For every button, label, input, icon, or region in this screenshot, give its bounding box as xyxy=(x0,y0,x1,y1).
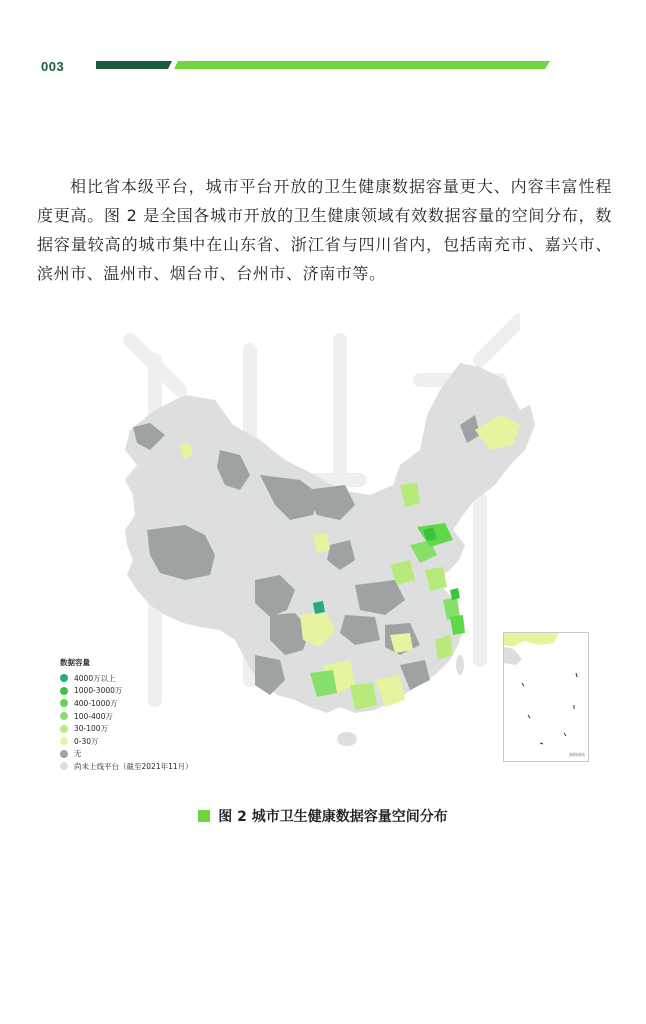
legend-label: 0-30万 xyxy=(74,736,99,746)
figure-caption-text: 图 2 城市卫生健康数据容量空间分布 xyxy=(218,809,448,825)
south-china-sea-inset xyxy=(503,632,589,762)
legend-title: 数据容量 xyxy=(60,658,90,667)
map-legend xyxy=(60,657,193,773)
region-4000-plus-nanchong xyxy=(313,601,325,614)
legend-swatch-icon xyxy=(60,750,68,758)
figure-caption xyxy=(0,806,646,826)
inset-label: 南海诸岛 xyxy=(569,752,585,757)
header-light-bar xyxy=(174,61,550,69)
legend-items xyxy=(60,672,193,773)
caption-square-icon xyxy=(198,810,210,822)
legend-item xyxy=(60,722,193,735)
legend-swatch-icon xyxy=(60,737,68,745)
legend-item xyxy=(60,710,193,723)
legend-item xyxy=(60,748,193,761)
legend-label: 400-1000万 xyxy=(74,698,118,708)
legend-label: 无 xyxy=(74,749,82,759)
legend-item xyxy=(60,735,193,748)
legend-item xyxy=(60,697,193,710)
legend-swatch-icon xyxy=(60,762,68,770)
legend-label: 100-400万 xyxy=(74,711,113,721)
legend-swatch-icon xyxy=(60,687,68,695)
page-number: 003 xyxy=(41,59,65,74)
header-decoration-bars xyxy=(96,60,556,70)
legend-swatch-icon xyxy=(60,674,68,682)
taiwan-island xyxy=(456,655,464,675)
legend-label: 1000-3000万 xyxy=(74,686,123,696)
legend-item xyxy=(60,760,193,773)
body-paragraph: 相比省本级平台，城市平台开放的卫生健康数据容量更大、内容丰富性程度更高。图 2 是全国各城市开放的卫生健康领域有效数据容量的空间分布，数据容量较高的城市集中在山东省、浙江省与四川省内，包括南充市、嘉兴市、滨州市、温州市、烟台市、台州市、济南市等。 xyxy=(37,177,612,283)
header-dark-bar xyxy=(96,61,172,69)
legend-label: 30-100万 xyxy=(74,724,109,734)
legend-label: 尚未上线平台（截至2021年11月） xyxy=(74,761,193,771)
legend-swatch-icon xyxy=(60,725,68,733)
legend-swatch-icon xyxy=(60,712,68,720)
inset-map xyxy=(504,633,588,761)
legend-item xyxy=(60,672,193,685)
legend-swatch-icon xyxy=(60,699,68,707)
legend-item xyxy=(60,685,193,698)
legend-label: 4000万以上 xyxy=(74,673,116,683)
hainan-island xyxy=(337,732,357,746)
